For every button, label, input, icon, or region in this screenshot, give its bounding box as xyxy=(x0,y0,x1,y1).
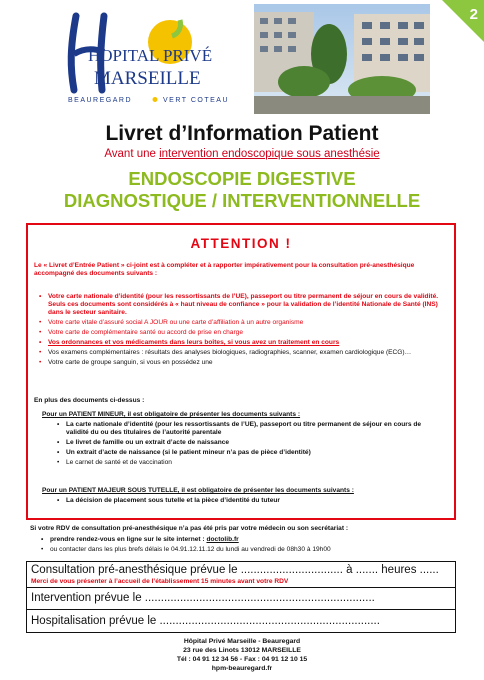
minor-patient-list xyxy=(52,421,442,469)
logo-line2: MARSEILLE xyxy=(94,68,201,89)
intervention-row xyxy=(27,588,455,610)
list-item: • La décision de placement sous tutelle et la pièce d’identité du tuteur xyxy=(52,497,442,505)
hospital-building-photo xyxy=(254,4,430,114)
required-documents-list xyxy=(34,293,449,369)
appointment-form-box xyxy=(26,561,456,633)
list-item-phone: • ou contacter dans les plus brefs délais le 04.91.12.11.12 du lundi au vendredi de 08h30 à 19h00 xyxy=(36,546,456,554)
list-item-exams: • Vos examens complémentaires : résultats des analyses biologiques, radiographies, scanner, examen cardiologique (ECG)… xyxy=(34,349,449,357)
logo-graphic xyxy=(60,8,250,108)
hospital-logo xyxy=(60,8,250,108)
additional-docs-label: En plus des documents ci-dessus : xyxy=(34,397,145,404)
list-item-prescriptions: • Vos ordonnances et vos médicaments dans leurs boîtes, si vous avez un traitement en cours xyxy=(34,339,449,347)
heading-line2: DIAGNOSTIQUE / INTERVENTIONNELLE xyxy=(63,190,421,211)
consultation-row xyxy=(27,562,455,588)
adult-guardianship-heading: Pour un PATIENT MAJEUR SOUS TUTELLE, il est obligatoire de présenter les documents suivants : xyxy=(42,487,354,494)
footer-website-link[interactable]: hpm-beauregard.fr xyxy=(211,665,273,672)
list-item: • La carte nationale d’identité (pour les ressortissants de l’UE), passeport ou titre permanent de séjour en cours de validité du ou des titulaires de l’autorité parentale xyxy=(52,421,442,437)
list-item-id-card: • Votre carte nationale d’identité (pour les ressortissants de l’UE), passeport ou titre permanent de séjour en cours de validité. Seuls ces documents sont considérés à « haut niveau de confiance » pour la validation de l’identité Nationale de Santé (INS) dans le secteur sanitaire. xyxy=(34,293,449,317)
page-number: 2 xyxy=(469,6,478,23)
hospitalisation-row xyxy=(27,610,455,633)
online-booking-text: prendre rendez-vous en ligne sur le site internet : xyxy=(50,536,207,543)
list-item: • Le livret de famille ou un extrait d’acte de naissance xyxy=(52,439,442,447)
list-item: • Le carnet de santé et de vaccination xyxy=(52,459,442,467)
logo-line1: HOPITAL PRIVÉ xyxy=(88,46,213,65)
list-item-online-booking xyxy=(36,536,456,544)
intervention-date-field[interactable]: Intervention prévue le ........................................................................ xyxy=(31,592,375,604)
footer-address xyxy=(0,637,484,673)
list-item: • Un extrait d’acte de naissance (si le patient mineur n’a pas de pièce d’identité) xyxy=(52,449,442,457)
doctolib-link[interactable]: doctolib.fr xyxy=(206,536,239,543)
arrival-note: Merci de vous présenter à l’accueil de l’établissement 15 minutes avant votre RDV xyxy=(31,578,289,585)
list-item-mutuelle: • Votre carte de complémentaire santé ou accord de prise en charge xyxy=(34,329,449,337)
consultation-date-field[interactable]: Consultation pré-anesthésique prévue le ................................ à ....... heures ...... xyxy=(31,564,439,576)
subtitle-prefix: Avant une xyxy=(104,148,160,160)
footer-phone-fax: Tél : 04 91 12 34 56 - Fax : 04 91 12 10 15 xyxy=(176,656,308,663)
footer-street: 23 rue des Linots 13012 MARSEILLE xyxy=(183,647,301,654)
logo-tagline-left: BEAUREGARD xyxy=(68,97,133,104)
footer-hospital-name: Hôpital Privé Marseille - Beauregard xyxy=(183,638,301,645)
list-item-vitale-card: • Votre carte vitale d’assuré social A JOUR ou une carte d’affiliation à un autre organisme xyxy=(34,319,449,327)
list-item-blood-group: • Votre carte de groupe sanguin, si vous en possédez une xyxy=(34,359,449,367)
logo-tagline-right: VERT COTEAU xyxy=(163,97,230,104)
hospitalisation-date-field[interactable]: Hospitalisation prévue le ..................................................................... xyxy=(31,615,380,627)
subtitle-underlined: intervention endoscopique sous anesthésie xyxy=(159,148,380,160)
heading-line1: ENDOSCOPIE DIGESTIVE xyxy=(128,168,356,189)
page-title: Livret d’Information Patient xyxy=(105,122,379,145)
adult-guardianship-list xyxy=(52,497,442,507)
minor-patient-heading: Pour un PATIENT MINEUR, il est obligatoire de présenter les documents suivants : xyxy=(42,411,301,418)
attention-intro: Le « Livret d’Entrée Patient » ci-joint est à compléter et à rapporter impérativement pour la consultation pré-anesthésique accompagné des documents suivants : xyxy=(34,262,415,277)
appointment-options-list xyxy=(36,536,456,556)
appointment-instructions: Si votre RDV de consultation pré-anesthésique n’a pas été pris par votre médecin ou son secrétariat : xyxy=(30,525,349,532)
page-subtitle xyxy=(0,148,484,160)
attention-title: ATTENTION ! xyxy=(190,236,292,251)
attention-box xyxy=(26,223,456,520)
